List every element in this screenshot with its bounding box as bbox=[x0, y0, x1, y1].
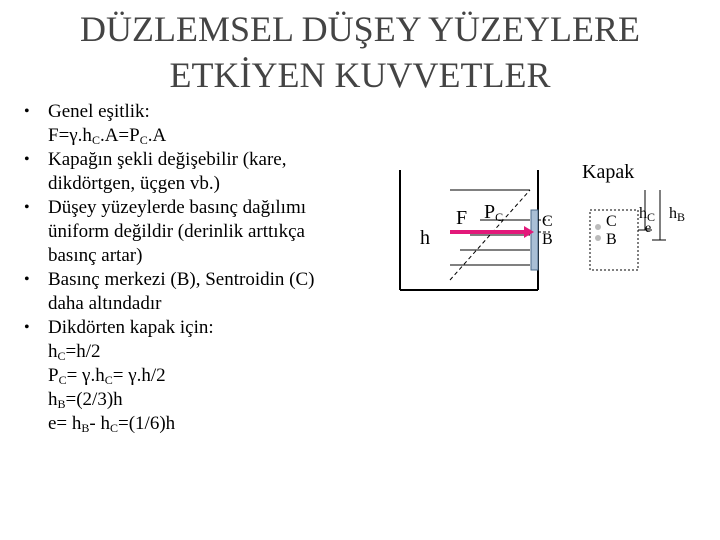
centroid-label-side: C bbox=[542, 213, 553, 230]
gate-side-view bbox=[531, 210, 538, 270]
bullet-text: Düşey yüzeylerde basınç dağılımı bbox=[48, 197, 307, 218]
bullet-icon: • bbox=[24, 151, 30, 168]
formula-sub: C bbox=[104, 373, 113, 387]
hb-subscript: B bbox=[677, 210, 686, 224]
formula-general bbox=[18, 124, 398, 148]
bullet-item bbox=[18, 268, 398, 292]
bullet-icon: • bbox=[24, 271, 30, 288]
title-line-2: ETKİYEN KUVVETLER bbox=[169, 55, 551, 95]
bullet-text: Dikdörten kapak için: bbox=[48, 317, 214, 338]
bullet-item bbox=[18, 100, 398, 124]
formula-sub: C bbox=[57, 349, 66, 363]
formula-part: =h/2 bbox=[65, 341, 101, 362]
bullet-text: Basınç merkezi (B), Sentroidin (C) bbox=[48, 269, 315, 290]
formula-e bbox=[18, 412, 398, 436]
center-of-pressure-marker-icon bbox=[595, 235, 601, 241]
formula-sub: B bbox=[57, 397, 66, 411]
hc-subscript: C bbox=[647, 210, 656, 224]
depth-label: h bbox=[420, 227, 430, 249]
pressure-symbol: P bbox=[484, 201, 496, 223]
bullet-item bbox=[18, 196, 398, 220]
formula-part: .A=P bbox=[99, 125, 140, 146]
bullet-text-continued: dikdörtgen, üçgen vb.) bbox=[48, 173, 221, 194]
force-label: F bbox=[456, 207, 468, 229]
hb-label bbox=[669, 206, 685, 222]
bullet-item bbox=[18, 148, 398, 172]
slide-title bbox=[0, 6, 720, 98]
formula-part: h bbox=[48, 341, 58, 362]
hc-symbol: h bbox=[639, 205, 647, 222]
formula-part: = γ.h/2 bbox=[112, 365, 166, 386]
formula-sub: C bbox=[58, 373, 67, 387]
hc-label bbox=[639, 206, 655, 222]
center-of-pressure-label-side: B bbox=[542, 231, 553, 248]
formula-part: - h bbox=[89, 413, 110, 434]
formula-sub: B bbox=[81, 421, 90, 435]
pressure-subscript: C bbox=[495, 210, 504, 224]
formula-sub: C bbox=[139, 133, 148, 147]
bullet-text-continued: basınç artar) bbox=[48, 245, 143, 266]
bullet-text-continued: üniform değildir (derinlik arttıkça bbox=[48, 221, 305, 242]
bullet-icon: • bbox=[24, 103, 30, 120]
centroid-label-front: C bbox=[606, 213, 617, 230]
hb-symbol: h bbox=[669, 205, 677, 222]
formula-part: = γ.h bbox=[66, 365, 105, 386]
formula-part: P bbox=[48, 365, 59, 386]
formula-sub: C bbox=[110, 421, 119, 435]
formula-part: .A bbox=[147, 125, 167, 146]
formula-hb bbox=[18, 388, 398, 412]
formula-part: =(1/6)h bbox=[118, 413, 176, 434]
bullet-text-continued: daha altındadır bbox=[48, 293, 162, 314]
formula-sub: C bbox=[91, 133, 100, 147]
pressure-label bbox=[484, 202, 503, 222]
gate-label: Kapak bbox=[582, 161, 635, 183]
center-of-pressure-label-front: B bbox=[606, 231, 617, 248]
bullet-icon: • bbox=[24, 199, 30, 216]
bullet-list bbox=[18, 100, 398, 436]
bullet-text: Kapağın şekli değişebilir (kare, bbox=[48, 149, 287, 170]
formula-part: e= h bbox=[48, 413, 82, 434]
formula-pc bbox=[18, 364, 398, 388]
formula-part: h bbox=[48, 389, 58, 410]
gate-diagram bbox=[390, 150, 710, 300]
eccentricity-label: e bbox=[645, 221, 652, 236]
title-line-1: DÜZLEMSEL DÜŞEY YÜZEYLERE bbox=[80, 9, 640, 49]
formula-part: =(2/3)h bbox=[65, 389, 123, 410]
centroid-marker-icon bbox=[595, 224, 601, 230]
formula-part: F=γ.h bbox=[48, 125, 92, 146]
bullet-icon: • bbox=[24, 319, 30, 336]
formula-hc bbox=[18, 340, 398, 364]
bullet-text: Genel eşitlik: bbox=[48, 101, 150, 122]
bullet-item bbox=[18, 316, 398, 340]
